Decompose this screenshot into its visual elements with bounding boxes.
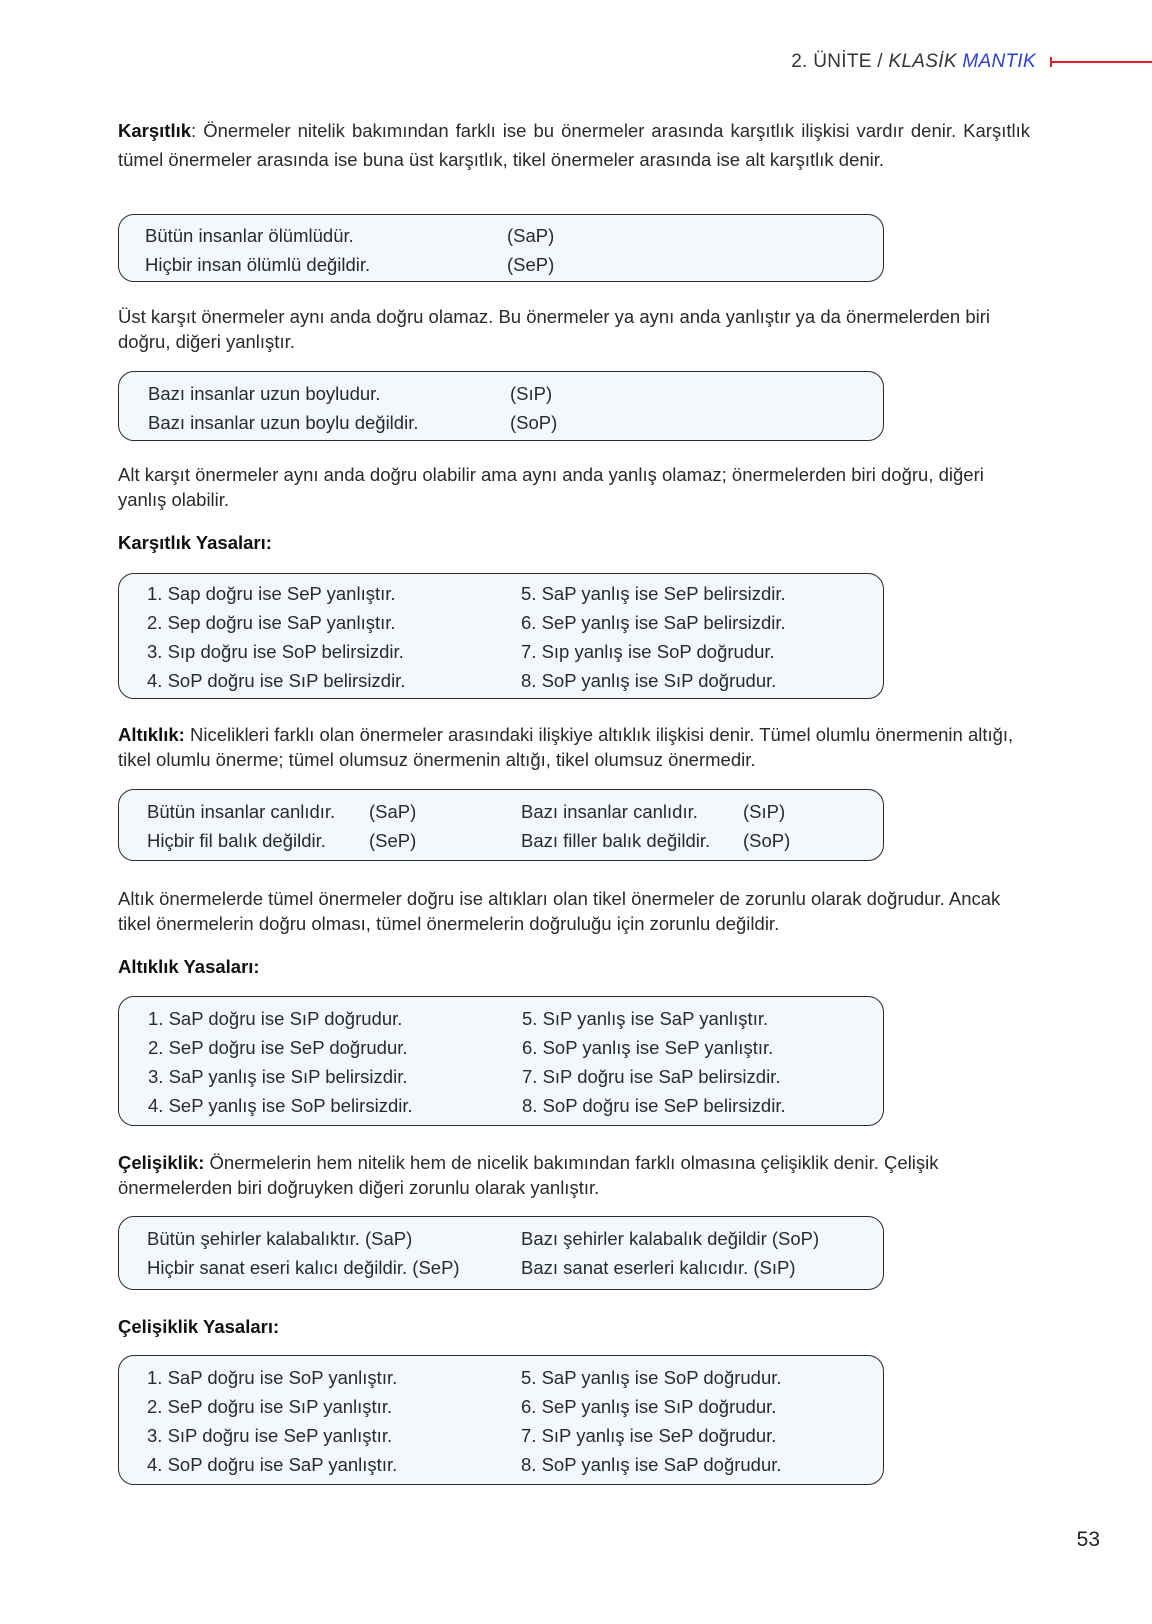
karsitlik-example-alt: Bazı insanlar uzun boyludur. (SıP) Bazı insanlar uzun boylu değildir. (SoP) — [118, 371, 884, 441]
altiklik-laws: 1. SaP doğru ise SıP doğrudur. 5. SıP yanlış ise SaP yanlıştır. 2. SeP doğru ise SeP doğrudur. 6. SoP yanlış ise SeP yanlıştır. 3. SaP yanlış ise SıP belirsizdir. 7. SıP doğru ise SaP belirsizdir. 4. SeP yanlış ise SoP belirsizdir. 8. SoP doğru ise SeP belirsizdir. — [118, 996, 884, 1126]
celisiklik-example: Bütün şehirler kalabalıktır. (SaP) Bazı şehirler kalabalık değildir (SoP) Hiçbir sanat eseri kalıcı değildir. (SeP) Bazı sanat eserleri kalıcıdır. (SıP) — [118, 1216, 884, 1290]
karsitlik-laws: 1. Sap doğru ise SeP yanlıştır. 5. SaP yanlış ise SeP belirsizdir. 2. Sep doğru ise SaP yanlıştır. 6. SeP yanlış ise SaP belirsizdir. 3. Sıp doğru ise SoP belirsizdir. 7. Sıp yanlış ise SoP doğrudur. 4. SoP doğru ise SıP belirsizdir. 8. SoP yanlış ise SıP doğrudur. — [118, 573, 884, 699]
celisiklik-laws-heading: Çelişiklik Yasaları: — [118, 1316, 280, 1337]
celisiklik-definition: Çelişiklik: Önermelerin hem nitelik hem de nicelik bakımından farklı olmasına çelişiklik denir. Çelişik önermelerden biri doğruyken diğeri zorunlu olarak yanlıştır. — [118, 1152, 939, 1198]
karsitlik-example-ust: Bütün insanlar ölümlüdür. (SaP) Hiçbir insan ölümlü değildir. (SeP) — [118, 214, 884, 282]
karsitlik-definition: Karşıtlık: Önermeler nitelik bakımından farklı ise bu önermeler arasında karşıtlık ilişkisi vardır denir. Karşıtlık tümel önermeler arasında ise buna üst karşıtlık, tikel önermeler arasında ise alt karşıtlık denir. — [118, 120, 1030, 170]
page-number: 53 — [1076, 1528, 1100, 1551]
altiklik-note: Altık önermelerde tümel önermeler doğru ise altıkları olan tikel önermeler de zorunlu olarak doğrudur. Ancak tikel önermelerin doğru olması, tümel önermelerin doğruluğu için zorunlu değildir. — [118, 888, 1001, 934]
karsitlik-laws-heading: Karşıtlık Yasaları: — [118, 532, 272, 553]
celisiklik-laws: 1. SaP doğru ise SoP yanlıştır. 5. SaP yanlış ise SoP doğrudur. 2. SeP doğru ise SıP yanlıştır. 6. SeP yanlış ise SıP doğrudur. 3. SıP doğru ise SeP yanlıştır. 7. SıP yanlış ise SeP doğrudur. 4. SoP doğru ise SaP yanlıştır. 8. SoP yanlış ise SaP doğrudur. — [118, 1355, 884, 1485]
altiklik-laws-heading: Altıklık Yasaları: — [118, 956, 260, 977]
alt-karsitlik-note: Alt karşıt önermeler aynı anda doğru olabilir ama aynı anda yanlış olamaz; önermelerden biri doğru, diğeri yanlış olabilir. — [118, 464, 984, 510]
unit-title: 2. ÜNİTE / KLASİK MANTIK — [791, 51, 1036, 72]
altiklik-definition: Altıklık: Nicelikleri farklı olan önermeler arasındaki ilişkiye altıklık ilişkisi denir. Tümel olumlu önermenin altığı, tikel olumlu önerme; tümel olumsuz önermenin altığı, tikel olumsuz önermedir. — [118, 724, 1014, 770]
altiklik-example: Bütün insanlar canlıdır. (SaP) Bazı insanlar canlıdır. (SıP) Hiçbir fil balık değildir. (SeP) Bazı filler balık değildir. (SoP) — [118, 789, 884, 861]
page-header — [791, 48, 1152, 76]
header-rule — [1052, 61, 1152, 63]
ust-karsitlik-note: Üst karşıt önermeler aynı anda doğru olamaz. Bu önermeler ya aynı anda yanlıştır ya da önermelerden biri doğru, diğeri yanlıştır. — [118, 306, 991, 352]
